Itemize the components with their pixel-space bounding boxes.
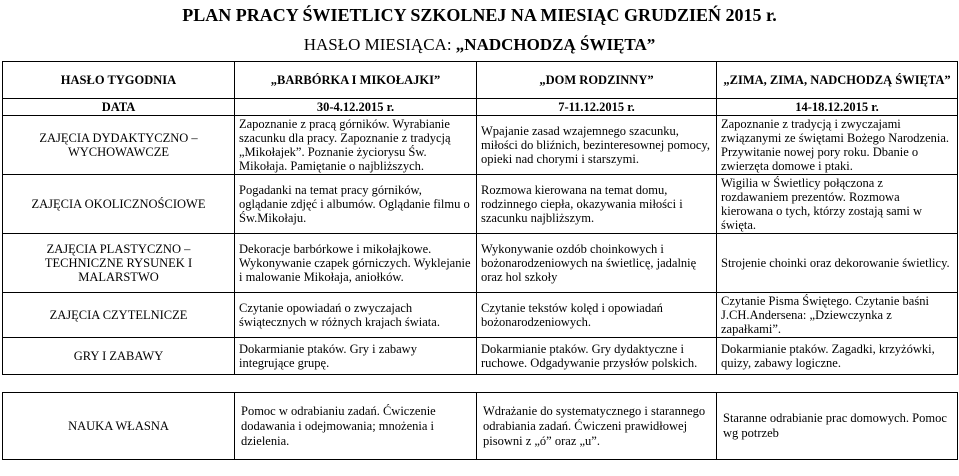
table-cell: Strojenie choinki oraz dekorowanie świetlicy.	[717, 234, 958, 293]
week-1-motto: „BARBÓRKA I MIKOŁAJKI”	[235, 62, 477, 99]
table-row	[3, 293, 958, 338]
table-cell: Zapoznanie z tradycją i zwyczajami związanymi ze świętami Bożego Narodzenia. Przywitanie nowej pory roku. Dbanie o zwierzęta domowe i ptaki.	[717, 116, 958, 175]
row-label-art: ZAJĘCIA PLASTYCZNO – TECHNICZNE RYSUNEK I MALARSTWO	[3, 234, 235, 293]
table-row	[3, 393, 958, 460]
table-row	[3, 116, 958, 175]
week-3-date: 14-18.12.2015 r.	[717, 99, 958, 116]
table-cell: Dokarmianie ptaków. Zagadki, krzyżówki, quizy, zabawy logiczne.	[717, 338, 958, 375]
table-cell: Dekoracje barbórkowe i mikołajkowe. Wykonywanie czapek górniczych. Wyklejanie i malowanie Mikołaja, aniołków.	[235, 234, 477, 293]
table-row	[3, 338, 958, 375]
table-cell: Pomoc w odrabianiu zadań. Ćwiczenie dodawania i odejmowania; mnożenia i dzielenia.	[235, 393, 477, 460]
table-cell: Wigilia w Świetlicy połączona z rozdawaniem prezentów. Rozmowa kierowana o tych, którzy zostają sami w święta.	[717, 175, 958, 234]
month-motto-value: „NADCHODZĄ ŚWIĘTA”	[455, 35, 656, 54]
row-label-games: GRY I ZABAWY	[3, 338, 235, 375]
table-cell: Rozmowa kierowana na temat domu, rodzinnego ciepła, okazywania miłości i szacunku najbliższym.	[477, 175, 717, 234]
study-table	[2, 392, 958, 460]
table-cell: Czytanie Pisma Świętego. Czytanie baśni J.CH.Andersena: „Dziewczynka z zapałkami”.	[717, 293, 958, 338]
table-cell: Dokarmianie ptaków. Gry i zabawy integrujące grupę.	[235, 338, 477, 375]
month-motto-label: HASŁO MIESIĄCA:	[303, 35, 452, 54]
month-motto	[0, 34, 959, 56]
table-cell: Staranne odrabianie prac domowych. Pomoc wg potrzeb	[717, 393, 958, 460]
week-2-date: 7-11.12.2015 r.	[477, 99, 717, 116]
date-row	[3, 99, 958, 116]
page-title: PLAN PRACY ŚWIETLICY SZKOLNEJ NA MIESIĄC GRUDZIEŃ 2015 r.	[182, 5, 777, 25]
week-3-motto: „ZIMA, ZIMA, NADCHODZĄ ŚWIĘTA”	[717, 62, 958, 99]
table-cell: Wpajanie zasad wzajemnego szacunku, miłości do bliźnich, bezinteresownej pomocy, opieki nad chorymi i starszymi.	[477, 116, 717, 175]
table-cell: Wdrażanie do systematycznego i starannego odrabiania zadań. Ćwiczeni prawidłowej pisowni z „ó” oraz „u”.	[477, 393, 717, 460]
row-label-reading: ZAJĘCIA CZYTELNICZE	[3, 293, 235, 338]
week-motto-row	[3, 62, 958, 99]
week-1-date: 30-4.12.2015 r.	[235, 99, 477, 116]
table-cell: Zapoznanie z pracą górników. Wyrabianie szacunku dla pracy. Zapoznanie z tradycją „Mikołajek”. Poznanie życiorysu Św. Mikołaja. Pamiętanie o najbliższych.	[235, 116, 477, 175]
row-label-occasional: ZAJĘCIA OKOLICZNOŚCIOWE	[3, 175, 235, 234]
table-cell: Pogadanki na temat pracy górników, oglądanie zdjęć i albumów. Oglądanie filmu o Św.Mikołaju.	[235, 175, 477, 234]
date-label: DATA	[3, 99, 235, 116]
row-label-didactic: ZAJĘCIA DYDAKTYCZNO – WYCHOWAWCZE	[3, 116, 235, 175]
table-cell: Wykonywanie ozdób choinkowych i bożonarodzeniowych na świetlicę, jadalnię oraz hol szkoły	[477, 234, 717, 293]
row-label-study: NAUKA WŁASNA	[3, 393, 235, 460]
table-row	[3, 175, 958, 234]
week-2-motto: „DOM RODZINNY”	[477, 62, 717, 99]
table-cell: Czytanie opowiadań o zwyczajach świątecznych w różnych krajach świata.	[235, 293, 477, 338]
table-cell: Dokarmianie ptaków. Gry dydaktyczne i ruchowe. Odgadywanie przysłów polskich.	[477, 338, 717, 375]
plan-table	[2, 61, 958, 375]
table-cell: Czytanie tekstów kolęd i opowiadań bożonarodzeniowych.	[477, 293, 717, 338]
week-motto-label: HASŁO TYGODNIA	[3, 62, 235, 99]
table-row	[3, 234, 958, 293]
